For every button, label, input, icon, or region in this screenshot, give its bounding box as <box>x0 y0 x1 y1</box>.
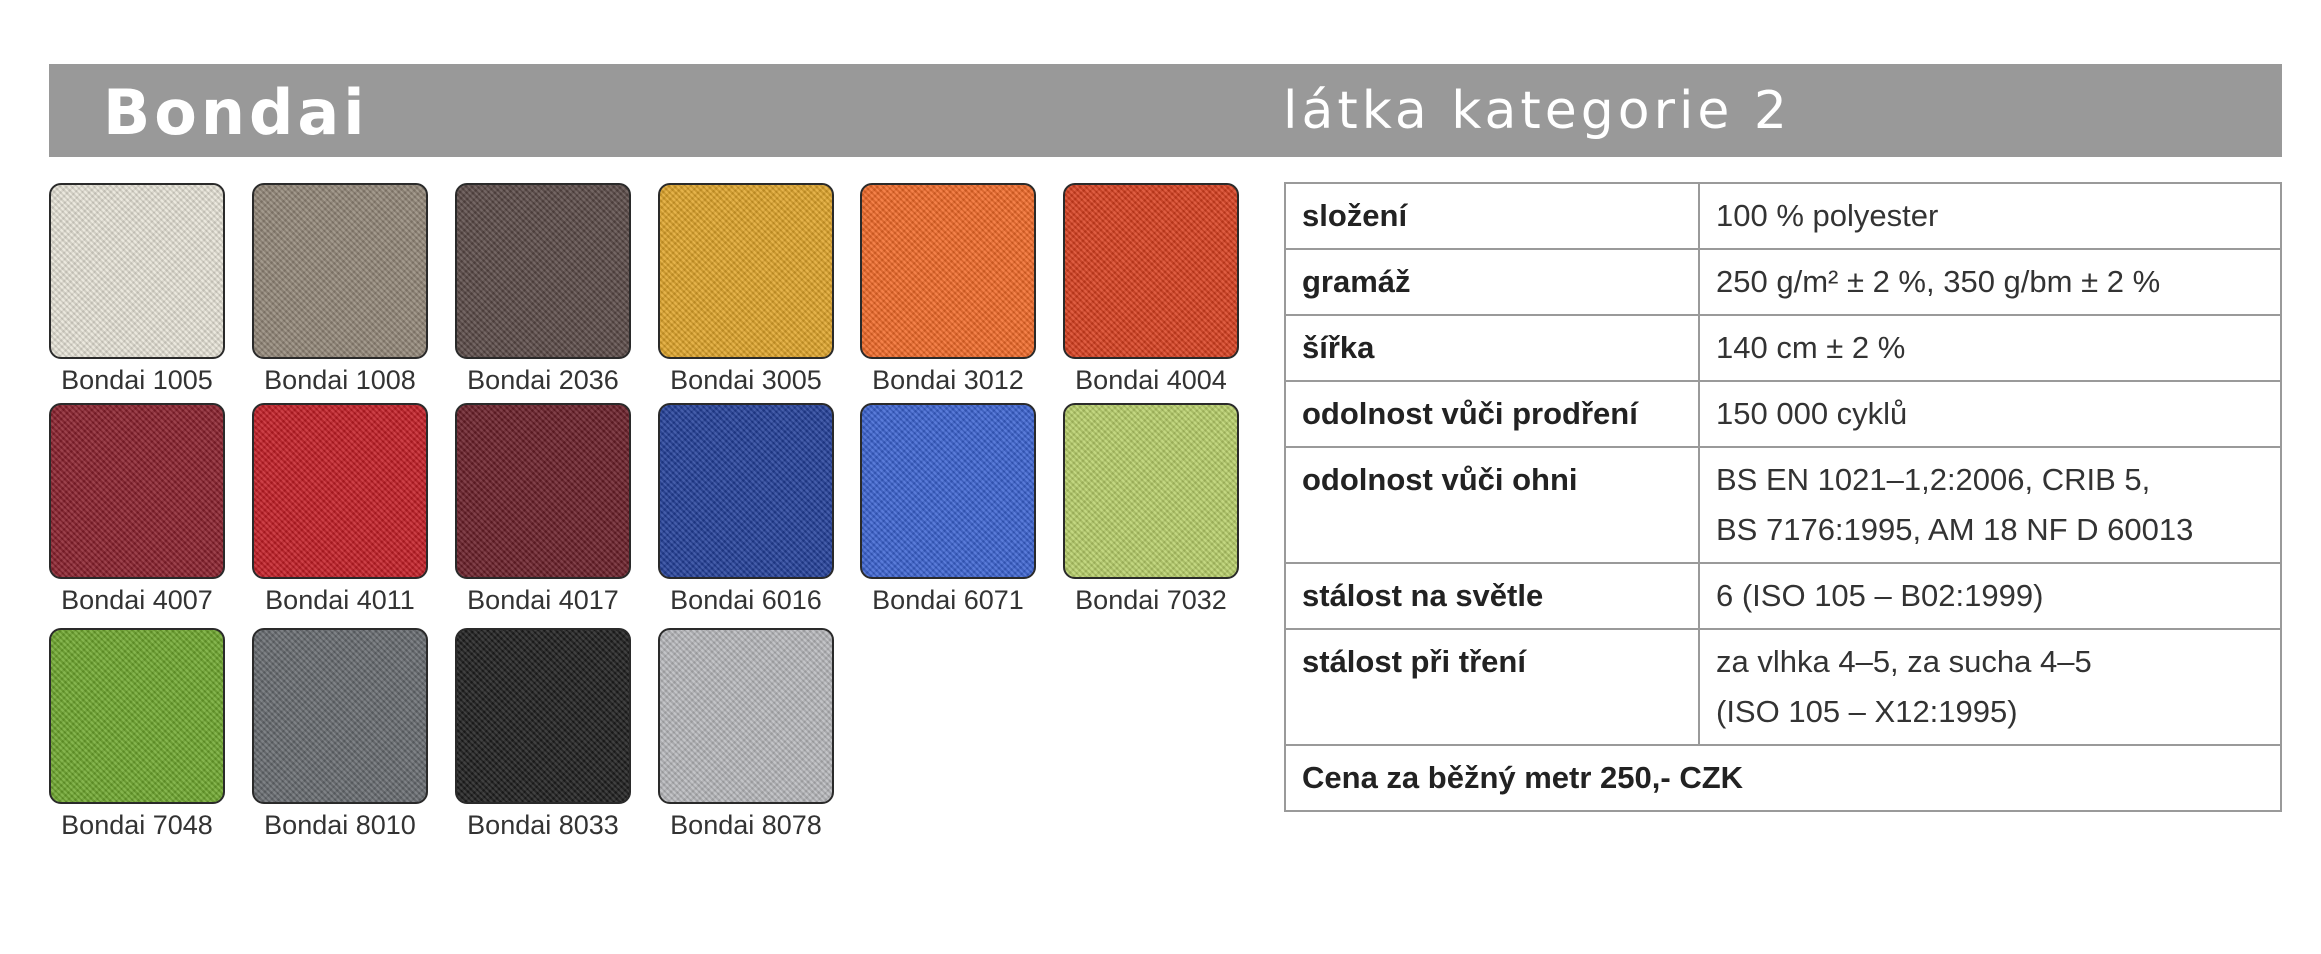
fabric-swatch <box>1063 403 1239 579</box>
fabric-swatch <box>252 628 428 804</box>
swatch-label: Bondai 4004 <box>1075 365 1227 395</box>
fabric-texture <box>51 405 223 577</box>
spec-table <box>1284 182 2282 812</box>
swatch-label: Bondai 1008 <box>264 365 416 395</box>
fabric-texture <box>254 630 426 802</box>
product-title: Bondai <box>103 76 369 149</box>
spec-value <box>1699 315 2281 381</box>
spec-key: odolnost vůči prodření <box>1285 381 1699 447</box>
price-row <box>1285 745 2281 811</box>
price-text: Cena za běžný metr 250,- CZK <box>1285 745 2281 811</box>
fabric-swatch <box>49 183 225 359</box>
swatch-label: Bondai 4007 <box>61 585 213 615</box>
spec-value-line: 140 cm ± 2 % <box>1716 330 1906 365</box>
spec-row <box>1285 381 2281 447</box>
fabric-texture <box>862 185 1034 357</box>
swatch-label: Bondai 3012 <box>872 365 1024 395</box>
fabric-swatch <box>455 628 631 804</box>
spec-row <box>1285 249 2281 315</box>
fabric-swatch <box>658 628 834 804</box>
spec-value-line: BS 7176:1995, AM 18 NF D 60013 <box>1716 512 2194 547</box>
fabric-swatch <box>860 403 1036 579</box>
spec-key: stálost na světle <box>1285 563 1699 629</box>
fabric-texture <box>1065 405 1237 577</box>
fabric-swatch <box>658 183 834 359</box>
fabric-texture <box>660 630 832 802</box>
fabric-swatch <box>49 628 225 804</box>
spec-row <box>1285 183 2281 249</box>
swatch-label: Bondai 8010 <box>264 810 416 840</box>
spec-key: stálost při tření <box>1285 629 1699 745</box>
fabric-texture <box>254 405 426 577</box>
fabric-texture <box>51 630 223 802</box>
fabric-texture <box>862 405 1034 577</box>
spec-value <box>1699 183 2281 249</box>
spec-value-line: za vlhka 4–5, za sucha 4–5 <box>1716 644 2092 679</box>
swatch-label: Bondai 8078 <box>670 810 822 840</box>
spec-value-line: BS EN 1021–1,2:2006, CRIB 5, <box>1716 462 2151 497</box>
fabric-texture <box>457 405 629 577</box>
spec-value <box>1699 447 2281 563</box>
swatch-label: Bondai 6016 <box>670 585 822 615</box>
fabric-swatch <box>658 403 834 579</box>
spec-value-line: (ISO 105 – X12:1995) <box>1716 694 2018 729</box>
fabric-category: látka kategorie 2 <box>1283 81 1791 141</box>
swatch-label: Bondai 2036 <box>467 365 619 395</box>
fabric-texture <box>660 405 832 577</box>
fabric-swatch <box>252 183 428 359</box>
spec-value <box>1699 629 2281 745</box>
fabric-texture <box>457 630 629 802</box>
swatch-label: Bondai 1005 <box>61 365 213 395</box>
swatch-label: Bondai 6071 <box>872 585 1024 615</box>
fabric-swatch <box>1063 183 1239 359</box>
fabric-swatch <box>860 183 1036 359</box>
fabric-texture <box>660 185 832 357</box>
fabric-swatch <box>455 183 631 359</box>
swatch-label: Bondai 4011 <box>265 585 415 615</box>
spec-row <box>1285 629 2281 745</box>
spec-key: odolnost vůči ohni <box>1285 447 1699 563</box>
fabric-texture <box>254 185 426 357</box>
spec-value-line: 250 g/m² ± 2 %, 350 g/bm ± 2 % <box>1716 264 2161 299</box>
spec-value <box>1699 381 2281 447</box>
spec-row <box>1285 563 2281 629</box>
spec-row <box>1285 315 2281 381</box>
spec-row <box>1285 447 2281 563</box>
spec-value <box>1699 563 2281 629</box>
spec-value-line: 150 000 cyklů <box>1716 396 1908 431</box>
fabric-swatch <box>455 403 631 579</box>
fabric-swatch <box>49 403 225 579</box>
swatch-label: Bondai 7048 <box>61 810 213 840</box>
spec-value-line: 6 (ISO 105 – B02:1999) <box>1716 578 2044 613</box>
spec-value-line: 100 % polyester <box>1716 198 1939 233</box>
swatch-label: Bondai 7032 <box>1075 585 1227 615</box>
spec-value <box>1699 249 2281 315</box>
swatch-label: Bondai 3005 <box>670 365 822 395</box>
spec-key: šířka <box>1285 315 1699 381</box>
fabric-texture <box>1065 185 1237 357</box>
spec-key: složení <box>1285 183 1699 249</box>
spec-key: gramáž <box>1285 249 1699 315</box>
fabric-texture <box>457 185 629 357</box>
swatch-label: Bondai 4017 <box>467 585 619 615</box>
fabric-texture <box>51 185 223 357</box>
swatch-label: Bondai 8033 <box>467 810 619 840</box>
header-bar <box>49 64 2282 157</box>
fabric-swatch <box>252 403 428 579</box>
